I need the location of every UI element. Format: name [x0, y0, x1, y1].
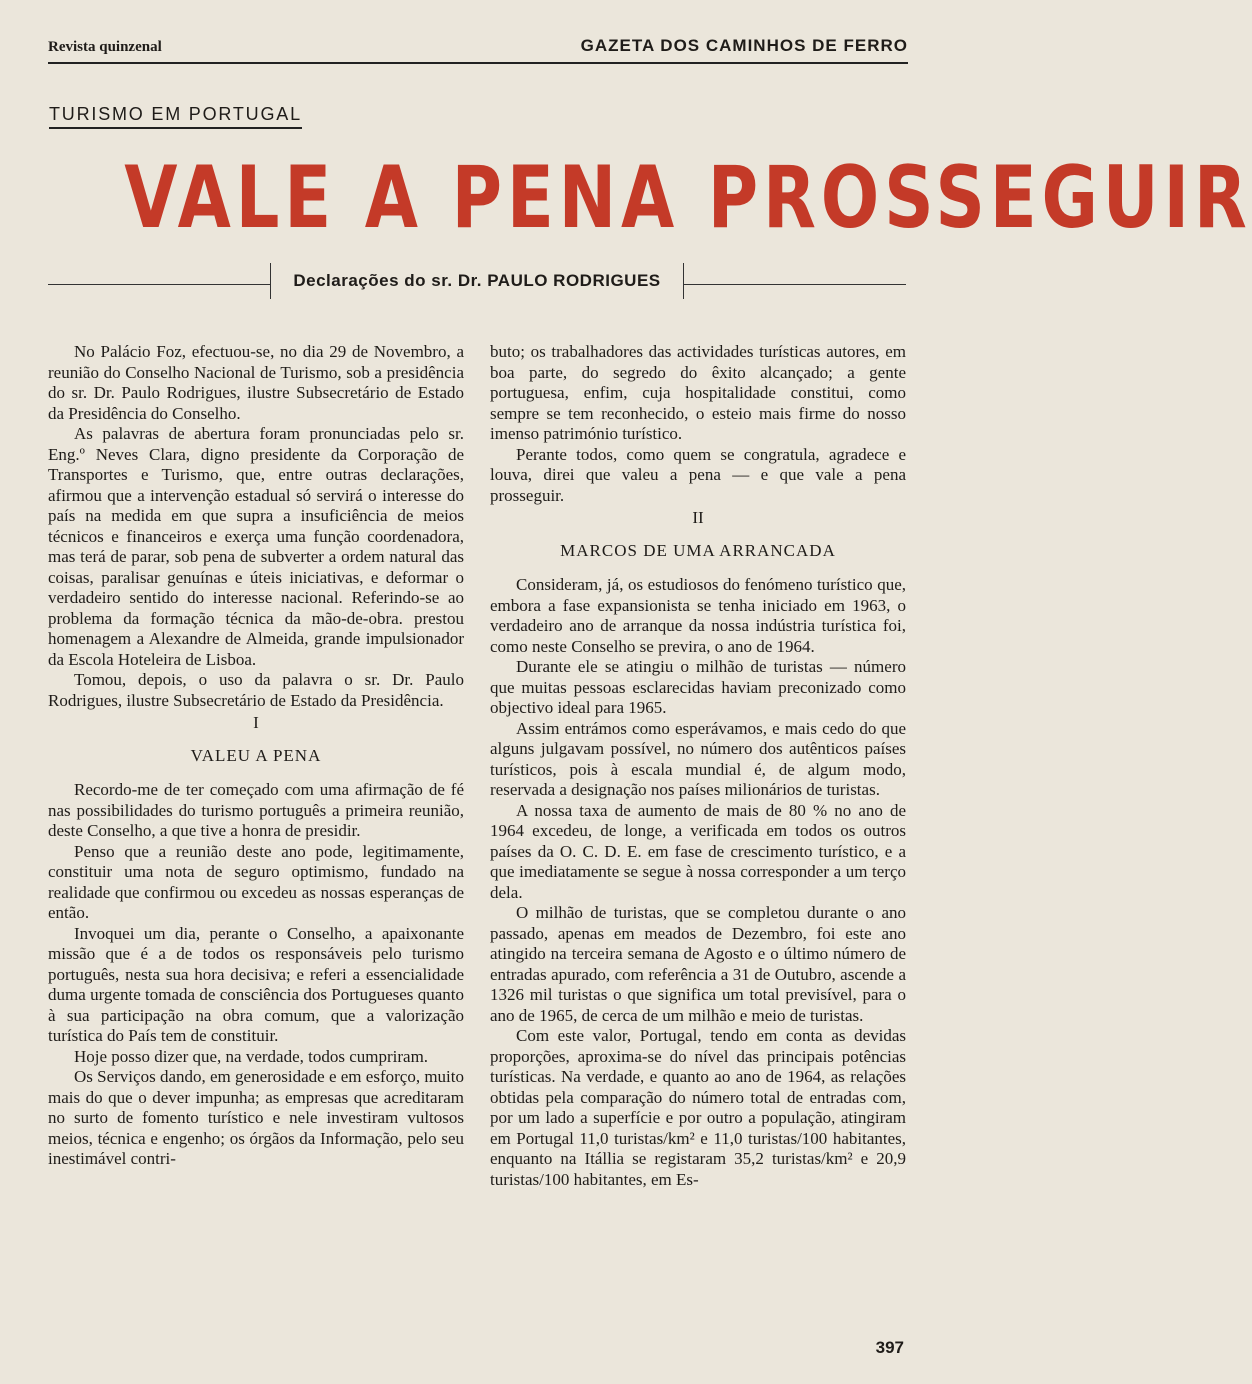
page-number: 397 — [875, 1338, 904, 1357]
paragraph: Assim entrámos como esperávamos, e mais cedo do que alguns julgavam possível, no número dos autênticos países turísticos, pois à escala mundial é, de algum modo, reservada a designação nos países milionários de turistas. — [490, 718, 906, 799]
header-right: GAZETA DOS CAMINHOS DE FERRO — [580, 36, 908, 55]
paragraph: Recordo-me de ter começado com uma afirmação de fé nas possibilidades do turismo português a primeira reunião, deste Conselho, a que tive a honra de presidir. — [48, 780, 464, 840]
section-number: I — [253, 713, 259, 732]
paragraph: Consideram, já, os estudiosos do fenómeno turístico que, embora a fase expansionista se tenha iniciado em 1963, o verdadeiro ano de arranque da nossa indústria turística foi, como neste Conselho se previra, o ano de 1964. — [490, 575, 906, 656]
paragraph: Invoquei um dia, perante o Conselho, a apaixonante missão que é a de todos os responsáveis pelo turismo português, nesta sua hora decisiva; e referi a essencialidade duma urgente tomada de consciência dos Portugueses quanto à sua participação na obra comum, que a valorização turística do País tem de constituir. — [48, 923, 464, 1045]
paragraph: Com este valor, Portugal, tendo em conta as devidas proporções, aproxima-se do nível das principais potências turísticas. Na verdade, e quanto ao ano de 1964, as relações obtidas pela comparação do número total de entradas com, por um lado a superfície e por outro a população, atingiram em Portugal 11,0 turistas/km² e 11,0 turistas/100 habitantes, enquanto na Itállia se registaram 35,2 turistas/km² e 20,9 turistas/100 habitantes, em Es- — [490, 1026, 906, 1189]
section-label: TURISMO EM PORTUGAL — [49, 104, 302, 129]
subtitle-rule-right — [684, 284, 906, 285]
header-left: Revista quinzenal — [48, 39, 162, 55]
paragraph: Hoje posso dizer que, na verdade, todos cumpriram. — [74, 1046, 429, 1066]
paragraph-continuation: buto; os trabalhadores das actividades turísticas autores, em boa parte, do segredo do êxito alcançado; a gente portuguesa, enfim, cuja hospitalidade constitui, como sempre se tem reconhecido, o esteio mais firme do nosso imenso património turístico. — [490, 342, 906, 443]
section-heading: MARCOS DE UMA ARRANCADA — [560, 540, 836, 560]
paragraph: O milhão de turistas, que se completou durante o ano passado, apenas em meados de Dezembro, foi este ano atingido na terceira semana de Agosto e o último número de entradas apurado, com referência a 31 de Outubro, ascende a 1326 mil turistas o que significa um total previsível, para o ano de 1965, de cerca de um milhão e meio de turistas. — [490, 903, 906, 1025]
paragraph: Tomou, depois, o uso da palavra o sr. Dr. Paulo Rodrigues, ilustre Subsecretário de Estado da Presidência. — [48, 670, 464, 710]
paragraph: A nossa taxa de aumento de mais de 80 % no ano de 1964 excedeu, de longe, a verificada em todos os outros países da O. C. D. E. em fase de crescimento turístico, e a que imediatamente se segue à nossa corresponder a um terço dela. — [490, 800, 906, 902]
section-heading: VALEU A PENA — [190, 745, 322, 765]
paragraph: Penso que a reunião deste ano pode, legitimamente, constituir uma nota de seguro optimismo, fundado na realidade que confirmou ou excedeu as nossas esperanças de então. — [48, 841, 464, 922]
article-title: VALE A PENA PROSSEGUIR — [124, 148, 1252, 248]
paragraph: Perante todos, como quem se congratula, agradece e louva, direi que valeu a pena — e que vale a pena prosseguir. — [490, 444, 906, 505]
section-number: II — [692, 508, 704, 527]
article-subtitle: Declarações do sr. Dr. PAULO RODRIGUES — [270, 263, 684, 299]
running-header — [48, 36, 908, 64]
left-column — [48, 342, 464, 1170]
subtitle-rule-left — [48, 284, 270, 285]
right-column — [490, 342, 906, 1190]
paragraph: No Palácio Foz, efectuou-se, no dia 29 de Novembro, a reunião do Conselho Nacional de Turismo, sob a presidência do sr. Dr. Paulo Rodrigues, ilustre Subsecretário de Estado da Presidência do Conselho. — [48, 342, 464, 423]
paragraph: As palavras de abertura foram pronunciadas pelo sr. Eng.º Neves Clara, digno presidente da Corporação de Transportes e Turismo, que, entre outras declarações, afirmou que a intervenção estadual só servirá o interesse do país na medida em que supra a insuficiência de meios técnicos e financeiros e exerça uma função coordenadora, mas terá de parar, sob pena de subverter a ordem natural das coisas, paralisar genuínas e úteis iniciativas, e deformar o verdadeiro sentido do interesse nacional. Referindo-se ao problema da formação técnica da mão-de-obra. prestou homenagem a Alexandre de Almeida, grande impulsionador da Escola Hoteleira de Lisboa. — [48, 424, 464, 669]
paragraph: Os Serviços dando, em generosidade e em esforço, muito mais do que o dever impunha; as empresas que acreditaram no surto de fomento turístico e nele investiram vultosos meios, técnica e engenho; os órgãos da Informação, pelo seu inestimável contri- — [48, 1067, 464, 1168]
paragraph: Durante ele se atingiu o milhão de turistas — número que muitas pessoas esclarecidas haviam preconizado como objectivo ideal para 1965. — [490, 657, 906, 717]
